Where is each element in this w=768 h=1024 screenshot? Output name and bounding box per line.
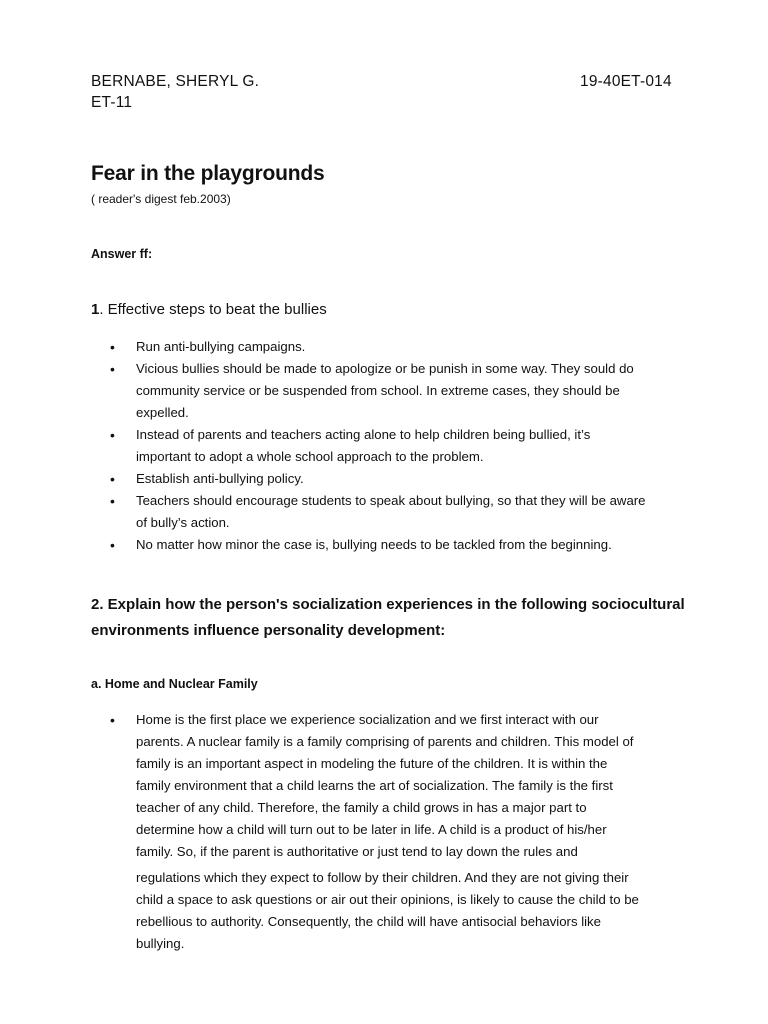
question-1-list xyxy=(110,336,696,556)
list-item-line: of bully’s action. xyxy=(136,515,230,530)
section-code: ET-11 xyxy=(91,94,133,111)
paragraph-line: bullying. xyxy=(136,936,185,951)
question-1-text: . Effective steps to beat the bullies xyxy=(99,301,327,318)
answer-label: Answer ff: xyxy=(91,247,153,261)
document-subtitle: ( reader's digest feb.2003) xyxy=(91,192,231,206)
section-a-heading: a. Home and Nuclear Family xyxy=(91,677,258,691)
list-item xyxy=(110,534,696,556)
question-1-heading xyxy=(91,301,327,318)
list-item xyxy=(110,424,696,468)
paragraph-line: teacher of any child. Therefore, the family a child grows in has a major part to xyxy=(136,800,587,815)
question-2-line-2: environments influence personality development: xyxy=(91,622,446,639)
author-name: BERNABE, SHERYL G. xyxy=(91,73,260,90)
section-a-list xyxy=(110,709,696,955)
paragraph-line: family. So, if the parent is authoritative or just tend to lay down the rules and xyxy=(136,844,578,859)
paragraph-line: family environment that a child learns the art of socialization. The family is the first xyxy=(136,778,613,793)
paragraph-line: rebellious to authority. Consequently, the child will have antisocial behaviors like xyxy=(136,914,601,929)
student-id: 19-40ET-014 xyxy=(580,73,672,90)
bullet-icon: • xyxy=(110,339,115,355)
question-1-number: 1 xyxy=(91,301,100,318)
list-item-line: expelled. xyxy=(136,405,189,420)
bullet-icon: • xyxy=(110,712,115,728)
bullet-icon: • xyxy=(110,471,115,487)
paragraph-line: family is an important aspect in modeling the future of the children. It is within the xyxy=(136,756,608,771)
document-title: Fear in the playgrounds xyxy=(91,162,325,185)
question-2-heading xyxy=(91,592,691,644)
list-item xyxy=(110,709,696,955)
list-item-line: important to adopt a whole school approach to the problem. xyxy=(136,449,484,464)
bullet-icon: • xyxy=(110,427,115,443)
list-item xyxy=(110,336,696,358)
list-item xyxy=(110,468,696,490)
question-2-line-1: . Explain how the person's socialization experiences in the following sociocultural xyxy=(99,596,685,613)
list-item-line: No matter how minor the case is, bullying needs to be tackled from the beginning. xyxy=(136,537,612,552)
paragraph-line: parents. A nuclear family is a family comprising of parents and children. This model of xyxy=(136,734,634,749)
list-item xyxy=(110,490,696,534)
list-item-line: Instead of parents and teachers acting alone to help children being bullied, it’s xyxy=(136,427,591,442)
list-item-line: Run anti-bullying campaigns. xyxy=(136,339,306,354)
paragraph-line: Home is the first place we experience socialization and we first interact with our xyxy=(136,712,599,727)
paragraph-line: determine how a child will turn out to be later in life. A child is a product of his/her xyxy=(136,822,607,837)
paragraph-line: child a space to ask questions or air out their opinions, is likely to cause the child to be xyxy=(136,892,639,907)
bullet-icon: • xyxy=(110,493,115,509)
list-item-line: Vicious bullies should be made to apologize or be punish in some way. They sould do xyxy=(136,361,634,376)
list-item-line: community service or be suspended from school. In extreme cases, they should be xyxy=(136,383,620,398)
paragraph-line: regulations which they expect to follow by their children. And they are not giving their xyxy=(136,870,629,885)
list-item-line: Establish anti-bullying policy. xyxy=(136,471,304,486)
bullet-icon: • xyxy=(110,537,115,553)
list-item-line: Teachers should encourage students to speak about bullying, so that they will be aware xyxy=(136,493,646,508)
bullet-icon: • xyxy=(110,361,115,377)
list-item xyxy=(110,358,696,424)
question-2-number: 2 xyxy=(91,596,100,613)
